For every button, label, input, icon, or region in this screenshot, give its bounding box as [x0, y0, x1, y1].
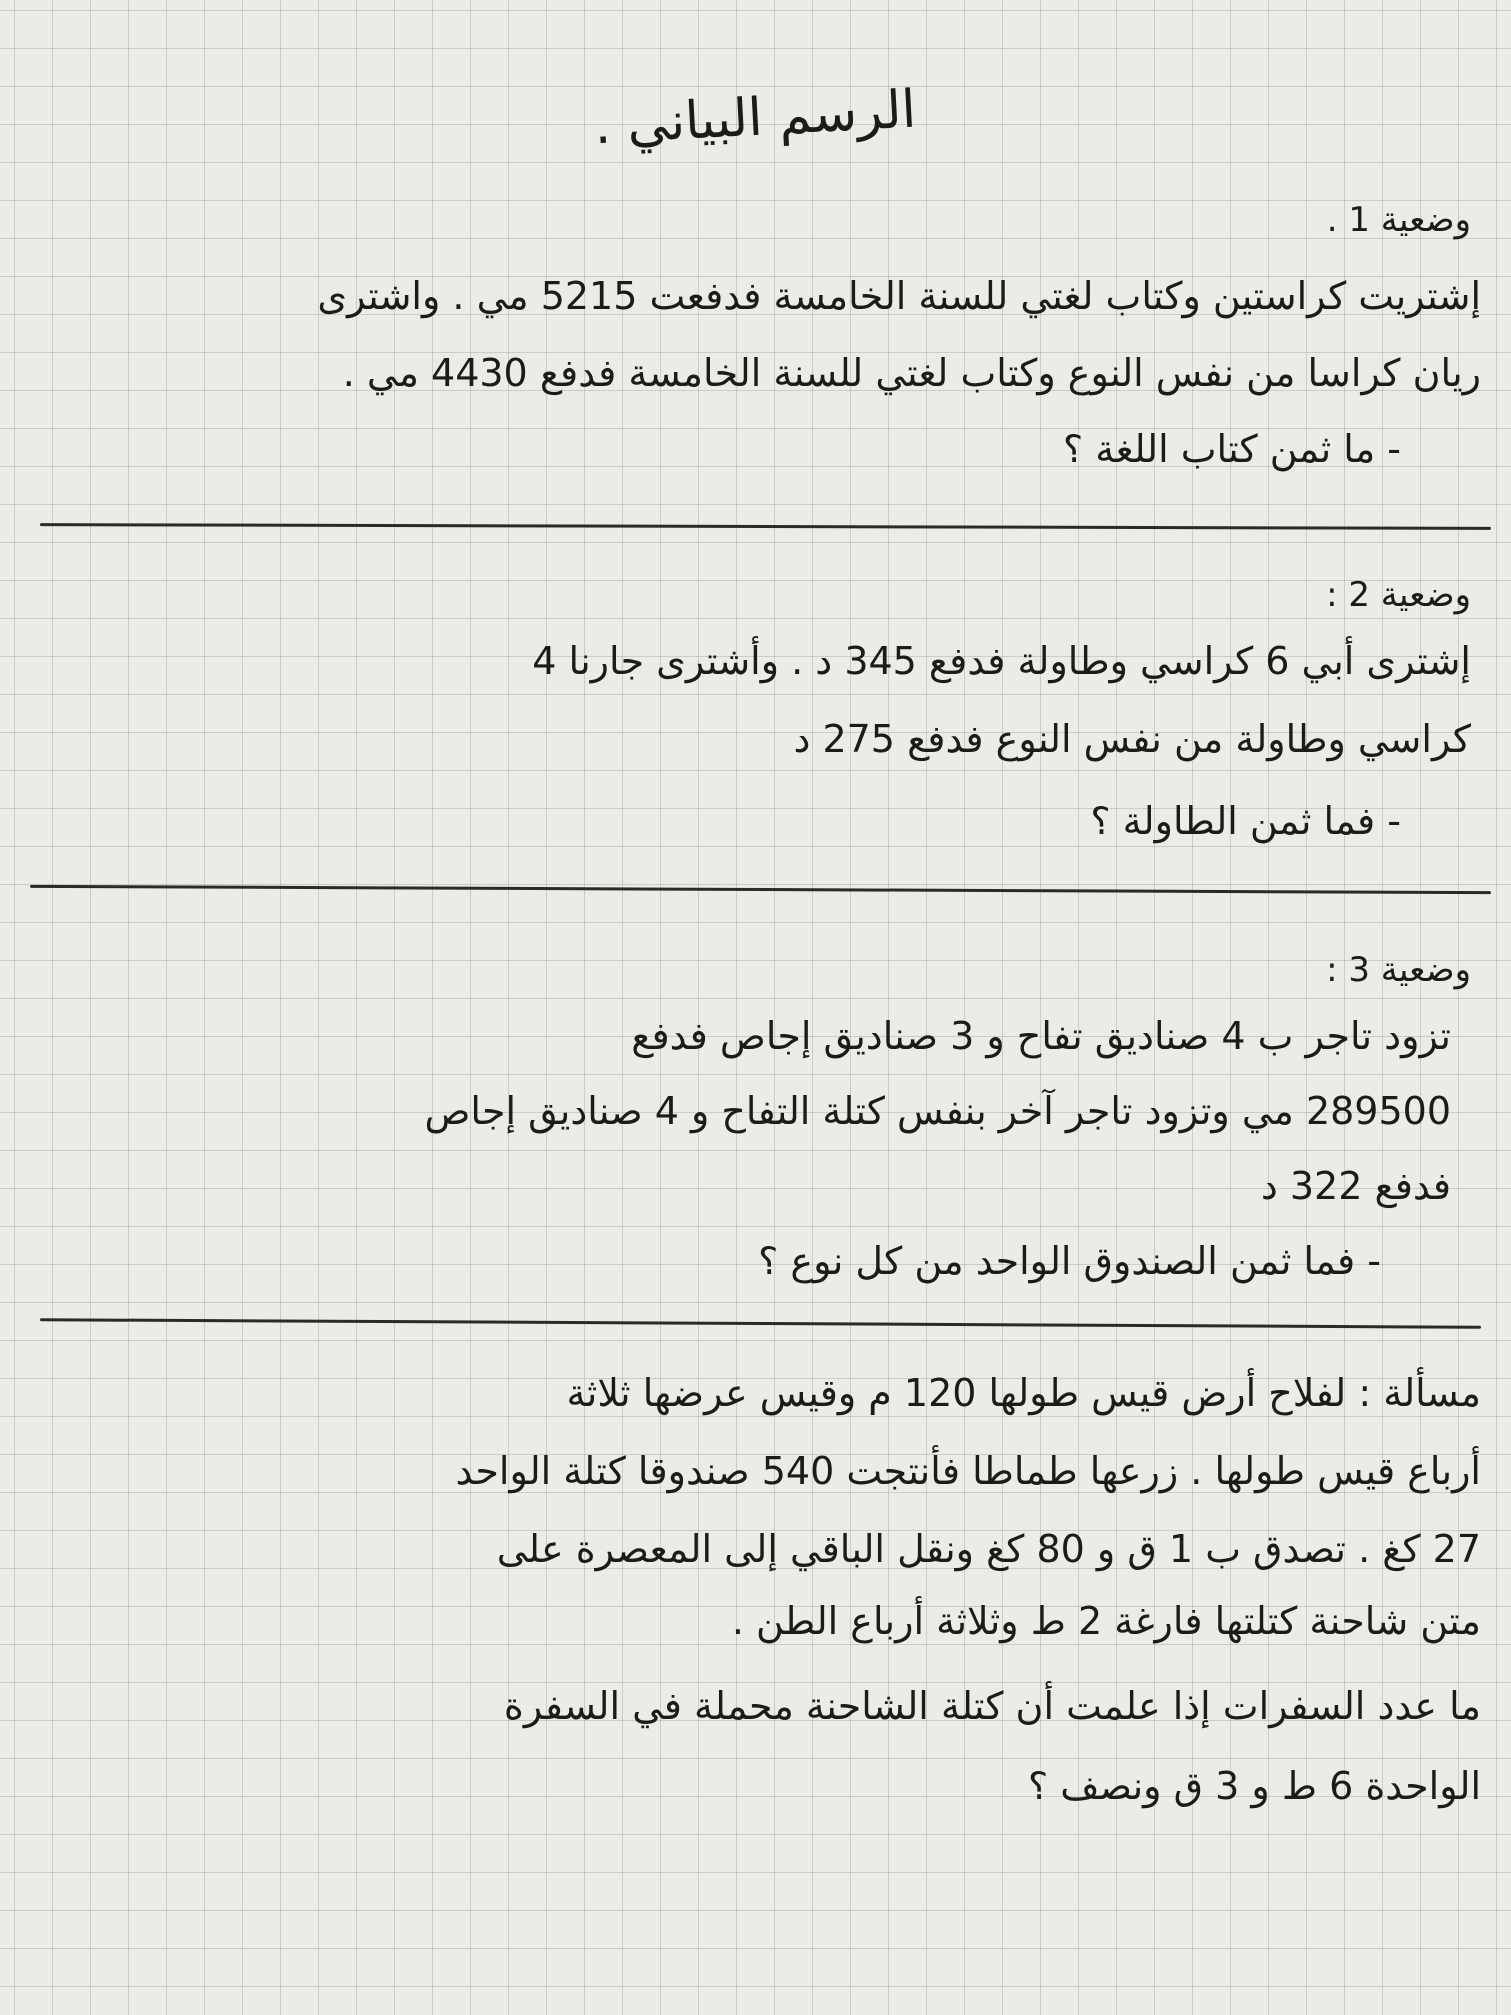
section-divider-1 — [40, 523, 1491, 530]
situation-1-line-2: ريان كراسا من نفس النوع وكتاب لغتي للسنة الخامسة فدفع 4430 مي . — [342, 351, 1481, 395]
problem-line-5: ما عدد السفرات إذا علمت أن كتلة الشاحنة محملة في السفرة — [503, 1684, 1481, 1728]
situation-2-line-1: إشترى أبي 6 كراسي وطاولة فدفع 345 د . وأشترى جارنا 4 — [532, 639, 1471, 683]
situation-3-question: - فما ثمن الصندوق الواحد من كل نوع ؟ — [758, 1239, 1381, 1283]
section-divider-3 — [40, 1318, 1481, 1329]
situation-2-line-2: كراسي وطاولة من نفس النوع فدفع 275 د — [793, 717, 1471, 761]
section-divider-2 — [30, 885, 1491, 894]
problem-line-3: 27 كغ . تصدق ب 1 ق و 80 كغ ونقل الباقي إلى المعصرة على — [496, 1527, 1481, 1571]
situation-3-line-2: 289500 مي وتزود تاجر آخر بنفس كتلة التفاح و 4 صناديق إجاص — [424, 1089, 1451, 1133]
situation-2-question: - فما ثمن الطاولة ؟ — [1090, 799, 1401, 843]
page-title — [0, 79, 1511, 157]
situation-3-heading: وضعية 3 : — [1326, 950, 1471, 990]
problem-line-6: الواحدة 6 ط و 3 ق ونصف ؟ — [1028, 1764, 1481, 1808]
situation-2-heading: وضعية 2 : — [1326, 575, 1471, 615]
situation-3-line-3: فدفع 322 د — [1260, 1164, 1451, 1208]
situation-3-line-1: تزود تاجر ب 4 صناديق تفاح و 3 صناديق إجاص فدفع — [631, 1014, 1451, 1058]
situation-1-line-1: إشتريت كراستين وكتاب لغتي للسنة الخامسة فدفعت 5215 مي . واشترى — [317, 274, 1481, 318]
problem-line-4: متن شاحنة كتلتها فارغة 2 ط وثلاثة أرباع الطن . — [731, 1599, 1481, 1643]
problem-line-2: أرباع قيس طولها . زرعها طماطا فأنتجت 540 صندوقا كتلة الواحد — [455, 1449, 1481, 1493]
page-title-text: الرسم البياني . — [593, 79, 918, 157]
situation-1-heading: وضعية 1 . — [1326, 200, 1471, 240]
problem-line-1: مسألة : لفلاح أرض قيس طولها 120 م وقيس عرضها ثلاثة — [566, 1371, 1481, 1415]
situation-1-question: - ما ثمن كتاب اللغة ؟ — [1062, 427, 1401, 471]
